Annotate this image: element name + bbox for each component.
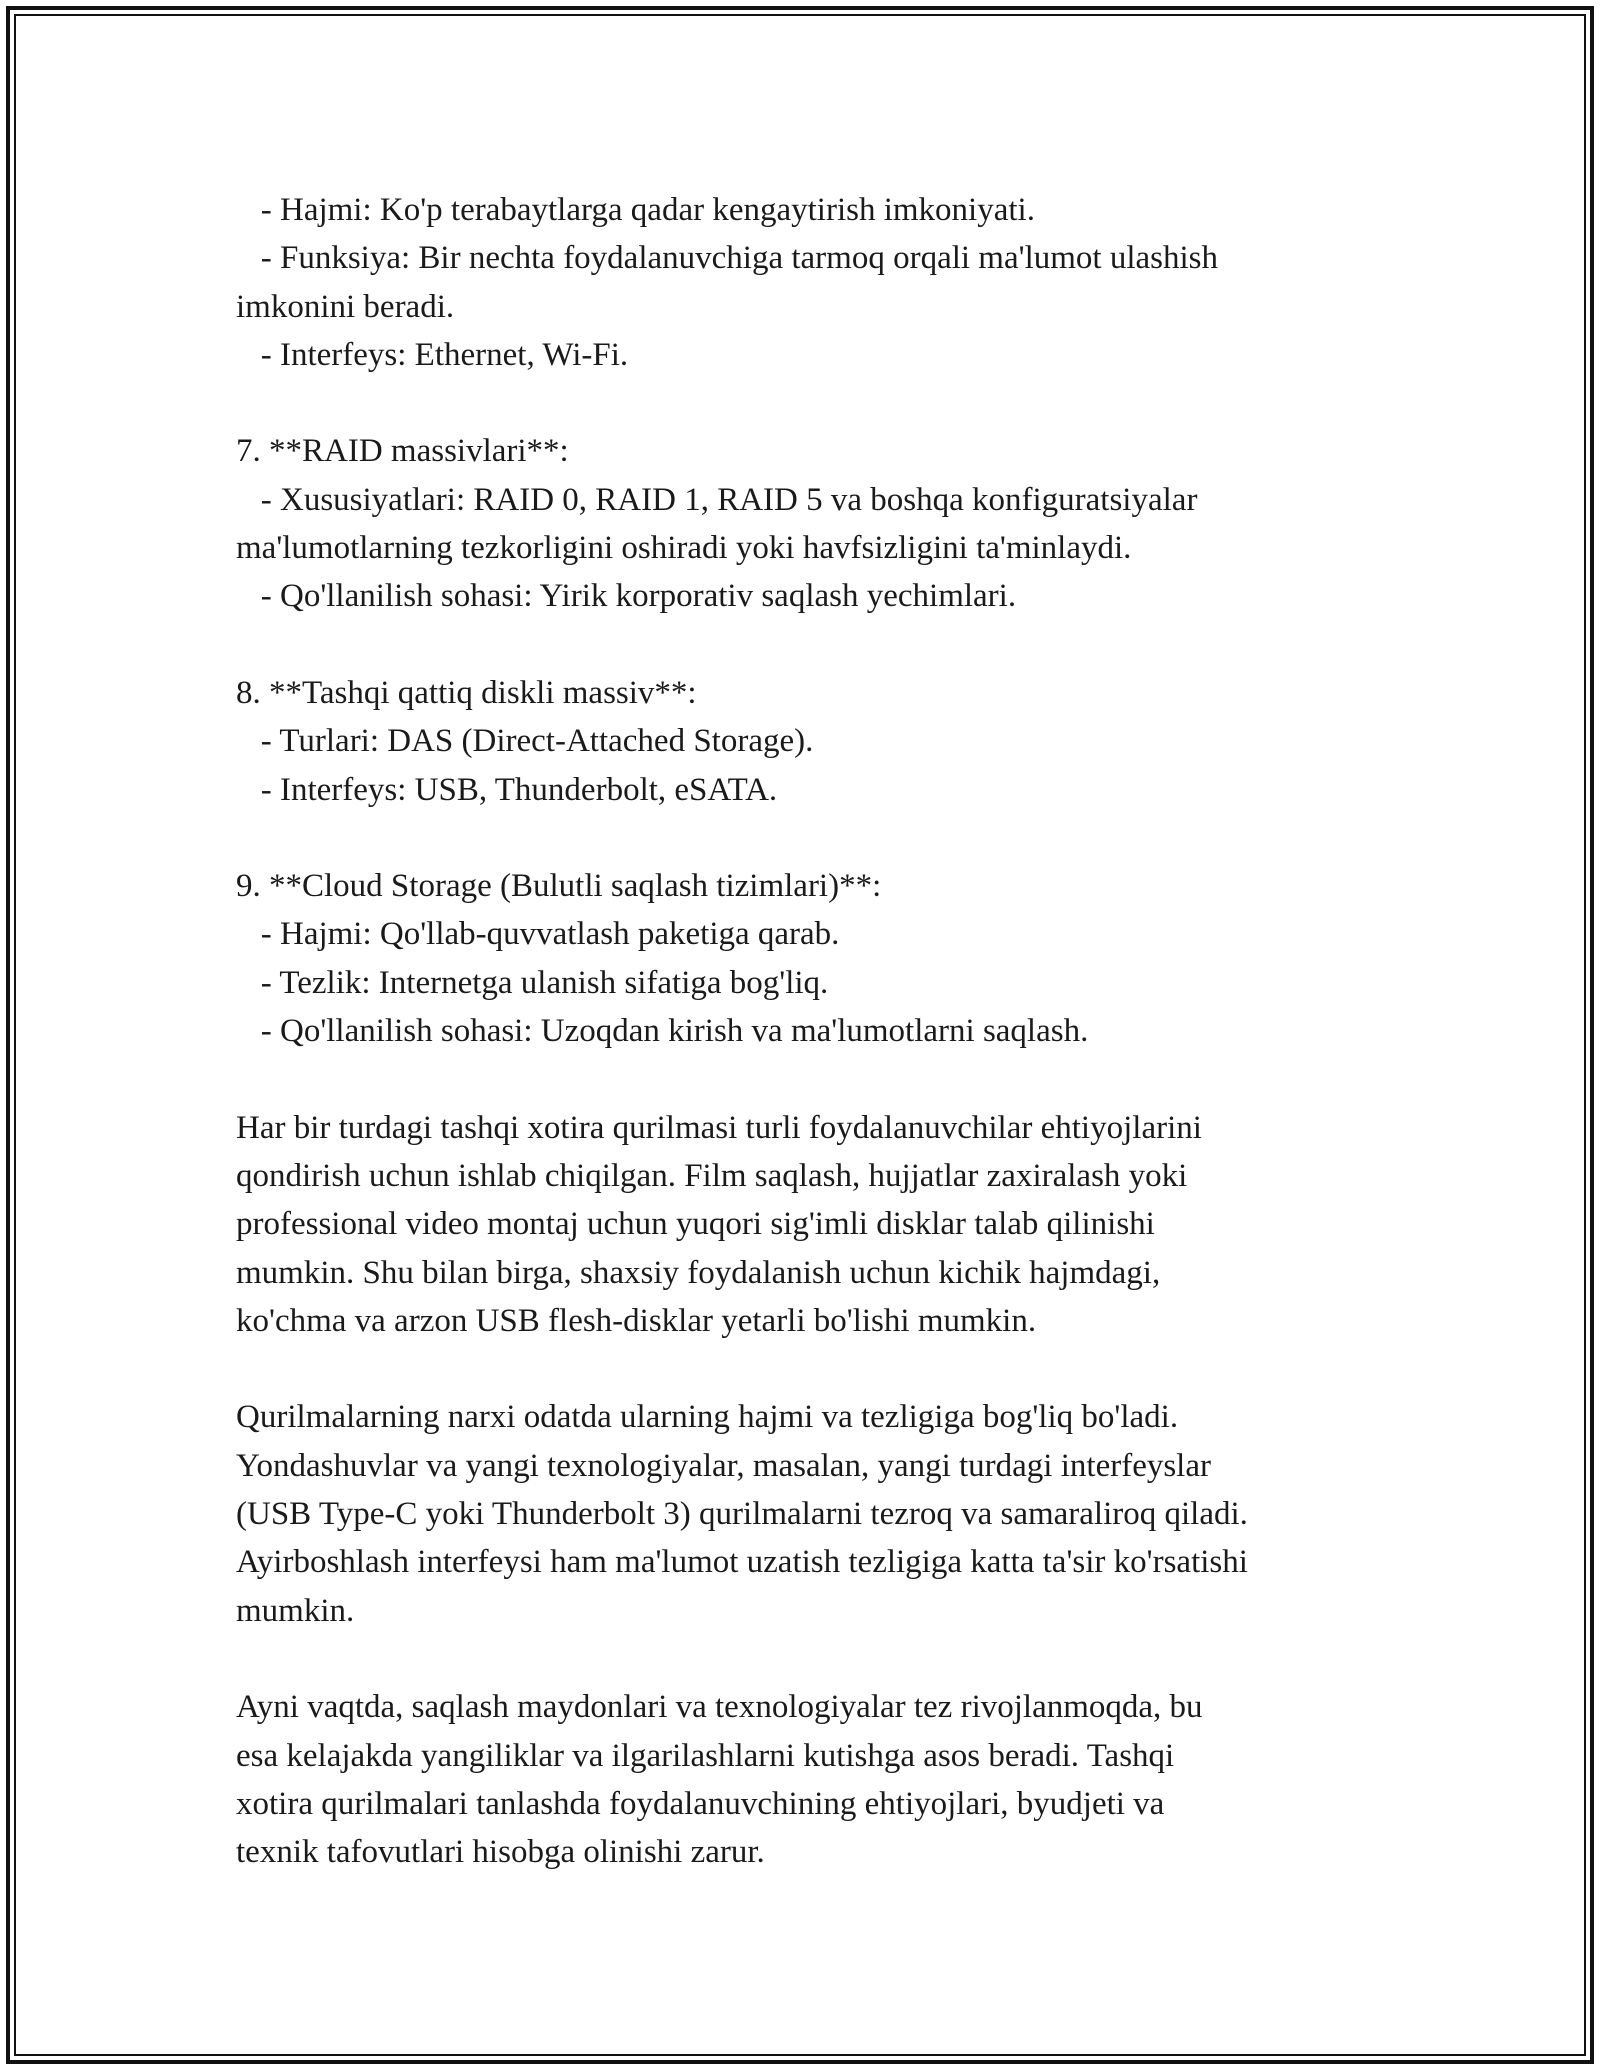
text-line: texnik tafovutlari hisobga olinishi zarur. (236, 1834, 765, 1871)
text-line: Ayni vaqtda, saqlash maydonlari va texnologiyalar tez rivojlanmoqda, bu (236, 1689, 1203, 1726)
text-line: - Qo'llanilish sohasi: Uzoqdan kirish va ma'lumotlarni saqlash. (236, 1013, 1089, 1050)
text-line: - Tezlik: Internetga ulanish sifatiga bog'liq. (236, 964, 829, 1001)
text-line: Yondashuvlar va yangi texnologiyalar, masalan, yangi turdagi interfeyslar (236, 1447, 1211, 1484)
text-line: - Hajmi: Ko'p terabaytlarga qadar kengaytirish imkoniyati. (236, 192, 1035, 228)
text-line: 8. **Tashqi qattiq diskli massiv**: (236, 674, 697, 711)
blank-line (236, 1635, 1376, 1683)
blank-line (236, 379, 1376, 427)
text-line: 9. **Cloud Storage (Bulutli saqlash tizimlari)**: (236, 868, 882, 905)
blank-line (236, 814, 1376, 862)
text-line: - Interfeys: Ethernet, Wi-Fi. (236, 336, 629, 373)
text-line: mumkin. (236, 1592, 355, 1629)
text-line: - Interfeys: USB, Thunderbolt, eSATA. (236, 771, 778, 808)
text-line: Ayirboshlash interfeysi ham ma'lumot uzatish tezligiga katta ta'sir ko'rsatishi (236, 1544, 1248, 1581)
text-line: - Xususiyatlari: RAID 0, RAID 1, RAID 5 va boshqa konfiguratsiyalar (236, 481, 1198, 518)
text-line: mumkin. Shu bilan birga, shaxsiy foydalanish uchun kichik hajmdagi, (236, 1254, 1161, 1291)
document-body (236, 186, 1376, 1876)
text-line: professional video montaj uchun yuqori sig'imli disklar talab qilinishi (236, 1206, 1155, 1243)
text-line: 7. **RAID massivlari**: (236, 433, 569, 470)
text-line: ko'chma va arzon USB flesh-disklar yetarli bo'lishi mumkin. (236, 1302, 1037, 1339)
text-line: - Qo'llanilish sohasi: Yirik korporativ saqlash yechimlari. (236, 578, 1017, 615)
text-line: imkonini beradi. (236, 288, 455, 325)
text-line: (USB Type-C yoki Thunderbolt 3) qurilmalarni tezroq va samaraliroq qiladi. (236, 1496, 1248, 1533)
blank-line (236, 621, 1376, 669)
text-line: - Funksiya: Bir nechta foydalanuvchiga tarmoq orqali ma'lumot ulashish (236, 240, 1218, 277)
text-line: qondirish uchun ishlab chiqilgan. Film saqlash, hujjatlar zaxiralash yoki (236, 1157, 1188, 1194)
text-line: - Turlari: DAS (Direct-Attached Storage). (236, 723, 814, 760)
text-line: esa kelajakda yangiliklar va ilgarilashlarni kutishga asos beradi. Tashqi (236, 1737, 1175, 1774)
text-line: Har bir turdagi tashqi xotira qurilmasi turli foydalanuvchilar ehtiyojlarini (236, 1109, 1202, 1146)
blank-line (236, 1345, 1376, 1393)
text-line: ma'lumotlarning tezkorligini oshiradi yoki havfsizligini ta'minlaydi. (236, 530, 1132, 567)
text-line: Qurilmalarning narxi odatda ularning hajmi va tezligiga bog'liq bo'ladi. (236, 1399, 1179, 1436)
text-line: - Hajmi: Qo'llab-quvvatlash paketiga qarab. (236, 916, 840, 953)
blank-line (236, 1055, 1376, 1103)
text-line: xotira qurilmalari tanlashda foydalanuvchining ehtiyojlari, byudjeti va (236, 1785, 1165, 1822)
